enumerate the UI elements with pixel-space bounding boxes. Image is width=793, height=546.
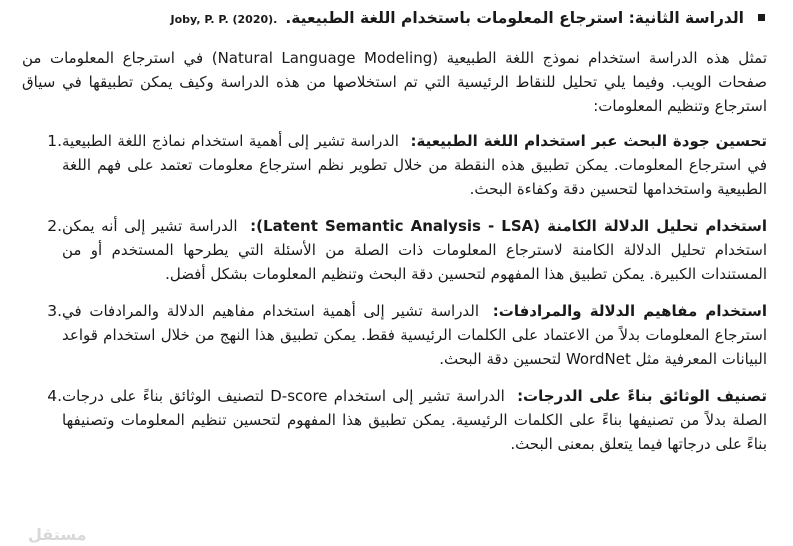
heading-citation: Joby, P. P. (2020).: [170, 13, 278, 26]
list-item-number: 2.: [47, 217, 62, 235]
list-item: [22, 299, 767, 371]
list-item-desc: الدراسة تشير إلى أهمية استخدام نماذج اللغة الطبيعية في استرجاع المعلومات. يمكن تطبيق هذه النقطة من خلال تطوير نظم استرجاع معلومات تعتمد على فهم اللغة الطبيعية واستخدامها لتحسين دقة وكفاءة البحث.: [62, 132, 767, 198]
list-item-body: [62, 384, 767, 456]
list-item-desc: الدراسة تشير إلى استخدام D-score لتصنيف الوثائق بناءً على درجات الصلة بدلاً من تصنيفها بناءً على الكلمات الرئيسية. يمكن تطبيق هذا المفهوم لتحسين تنظيم المعلومات وتصنيفها بناءً على درجاتها فيما يتعلق بمعنى البحث.: [62, 387, 767, 453]
list-item-number: 3.: [47, 302, 62, 320]
intro-paragraph: تمثل هذه الدراسة استخدام نموذج اللغة الطبيعية (Natural Language Modeling) في استرجاع المعلومات من صفحات الويب. وفيما يلي تحليل للنقاط الرئيسية التي تم استخلاصها من هذه الدراسة وكيف يمكن تطبيقها في سياق استرجاع وتنظيم المعلومات:: [22, 49, 767, 115]
list-item-number: 4.: [47, 387, 62, 405]
list-item: [22, 384, 767, 456]
list-item-number: 1.: [47, 132, 62, 150]
points-list: [22, 129, 767, 456]
heading-title: الدراسة الثانية: استرجاع المعلومات باستخدام اللغة الطبيعية.: [285, 9, 744, 27]
watermark-logo: مستقل: [28, 525, 87, 544]
list-item-title: تحسين جودة البحث عبر استخدام اللغة الطبيعية:: [410, 132, 767, 150]
list-item-desc: الدراسة تشير إلى أهمية استخدام مفاهيم الدلالة والمرادفات في استرجاع المعلومات بدلاً من الاعتماد على الكلمات الرئيسية فقط. يمكن تطبيق هذا النهج من خلال استخدام قواعد البيانات المعرفية مثل WordNet لتحسين دقة البحث.: [62, 302, 767, 368]
list-item: [22, 214, 767, 286]
list-item-title: استخدام مفاهيم الدلالة والمرادفات:: [492, 302, 767, 320]
square-bullet-icon: [758, 14, 765, 21]
list-item-desc: الدراسة تشير إلى أنه يمكن استخدام تحليل الدلالة الكامنة لاسترجاع المعلومات ذات الصلة من الأسئلة التي يطرحها المستخدم أو من المستندات الكبيرة. يمكن تطبيق هذا المفهوم لتحسين دقة البحث وتنظيم المعلومات بشكل أفضل.: [62, 217, 767, 283]
list-item-title: استخدام تحليل الدلالة الكامنة (Latent Semantic Analysis - LSA):: [250, 217, 767, 235]
list-item: [22, 129, 767, 201]
list-item-body: [62, 214, 767, 286]
list-item-body: [62, 129, 767, 201]
list-item-body: [62, 299, 767, 371]
list-item-title: تصنيف الوثائق بناءً على الدرجات:: [517, 387, 767, 405]
section-heading: [22, 6, 767, 32]
